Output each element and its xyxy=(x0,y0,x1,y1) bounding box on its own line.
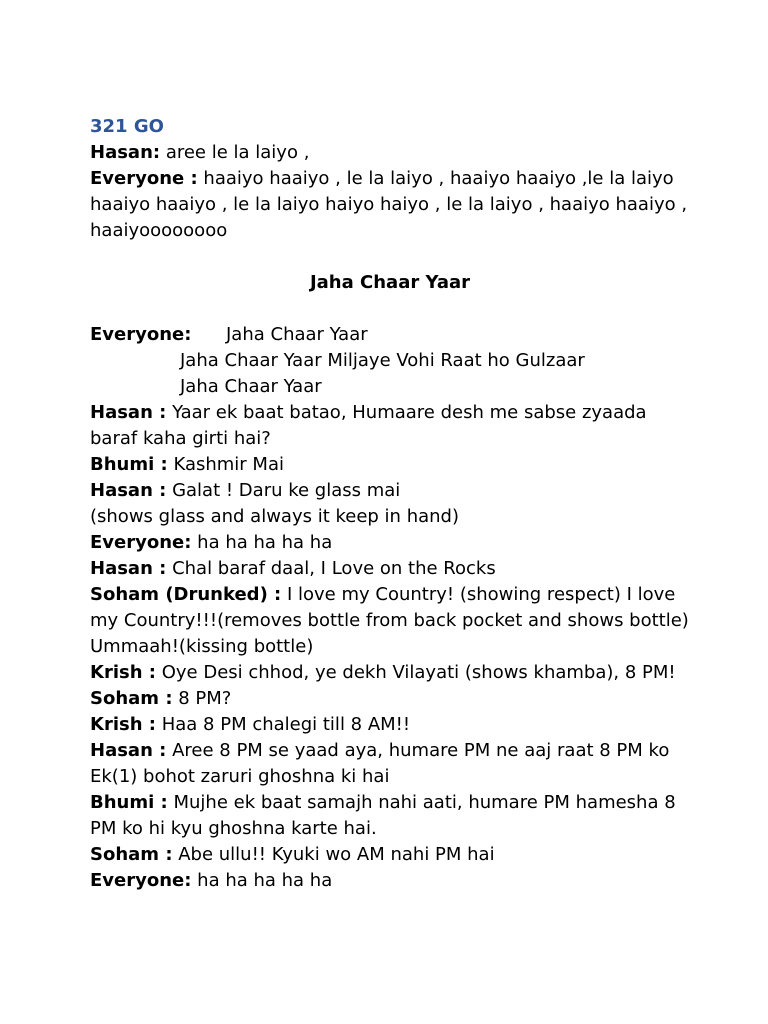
section-heading: 321 GO xyxy=(90,116,164,137)
dialogue-text: Abe ullu!! Kyuki wo AM nahi PM hai xyxy=(172,844,495,865)
dialogue-text: haaiyo haaiyo , le la laiyo , haaiyo haaiyo ,le la laiyo haaiyo haaiyo , le la laiyo haiyo haiyo , le la laiyo , haaiyo haaiyo , haaiyoooooooo xyxy=(90,168,688,241)
dialogue-text: ha ha ha ha ha xyxy=(191,532,333,553)
speaker-name: Soham : xyxy=(90,844,173,865)
spacer xyxy=(90,244,690,270)
dialogue-line xyxy=(90,556,690,582)
stage-direction xyxy=(90,504,690,530)
dialogue-line xyxy=(90,790,690,842)
dialogue-line xyxy=(90,582,690,660)
dialogue-line xyxy=(90,686,690,712)
speaker-name: Soham (Drunked) : xyxy=(90,584,282,605)
dialogue-line xyxy=(90,478,690,504)
dialogue-text: Aree 8 PM se yaad aya, humare PM ne aaj raat 8 PM ko Ek(1) bohot zaruri ghoshna ki hai xyxy=(90,740,670,787)
song-line xyxy=(90,348,690,374)
dialogue-line xyxy=(90,530,690,556)
speaker-name: Bhumi : xyxy=(90,454,168,475)
speaker-name: Hasan : xyxy=(90,402,167,423)
speaker-name: Everyone: xyxy=(90,532,192,553)
dialogue-line xyxy=(90,712,690,738)
dialogue-text: Chal baraf daal, I Love on the Rocks xyxy=(166,558,496,579)
speaker-name: Bhumi : xyxy=(90,792,168,813)
song-line xyxy=(90,322,690,348)
speaker-name: Hasan: xyxy=(90,142,161,163)
speaker-name: Everyone: xyxy=(90,324,192,345)
song-title: Jaha Chaar Yaar xyxy=(309,272,471,293)
dialogue-text: Mujhe ek baat samajh nahi aati, humare PM hamesha 8 PM ko hi kyu ghoshna karte hai. xyxy=(90,792,676,839)
document-page xyxy=(90,114,690,894)
dialogue-text: Galat ! Daru ke glass mai xyxy=(166,480,401,501)
dialogue-text: I love my Country! (showing respect) I love my Country!!!(removes bottle from back pocket and shows bottle) Ummaah!(kissing bottle) xyxy=(90,584,689,657)
dialogue-line xyxy=(90,452,690,478)
lyric-text: Jaha Chaar Yaar Miljaye Vohi Raat ho Gulzaar xyxy=(180,350,585,371)
dialogue-line xyxy=(90,140,690,166)
lyric-text: Jaha Chaar Yaar xyxy=(180,376,322,397)
lyric-text: Jaha Chaar Yaar xyxy=(226,324,368,345)
speaker-name: Hasan : xyxy=(90,558,167,579)
speaker-name: Hasan : xyxy=(90,740,167,761)
dialogue-text: ha ha ha ha ha xyxy=(191,870,333,891)
dialogue-line xyxy=(90,166,690,244)
dialogue-text: Oye Desi chhod, ye dekh Vilayati (shows khamba), 8 PM! xyxy=(156,662,676,683)
dialogue-text: Kashmir Mai xyxy=(167,454,284,475)
speaker-name: Krish : xyxy=(90,714,156,735)
dialogue-line xyxy=(90,738,690,790)
dialogue-text: aree le la laiyo , xyxy=(160,142,310,163)
spacer xyxy=(90,296,690,322)
dialogue-line xyxy=(90,400,690,452)
speaker-name: Hasan : xyxy=(90,480,167,501)
dialogue-line xyxy=(90,660,690,686)
dialogue-line xyxy=(90,868,690,894)
speaker-name: Everyone : xyxy=(90,168,198,189)
dialogue-text: (shows glass and always it keep in hand) xyxy=(90,506,459,527)
speaker-name: Soham : xyxy=(90,688,173,709)
dialogue-text: Yaar ek baat batao, Humaare desh me sabse zyaada baraf kaha girti hai? xyxy=(90,402,647,449)
speaker-name: Everyone: xyxy=(90,870,192,891)
dialogue-text: 8 PM? xyxy=(172,688,232,709)
song-line xyxy=(90,374,690,400)
speaker-name: Krish : xyxy=(90,662,156,683)
dialogue-line xyxy=(90,842,690,868)
dialogue-text: Haa 8 PM chalegi till 8 AM!! xyxy=(156,714,411,735)
